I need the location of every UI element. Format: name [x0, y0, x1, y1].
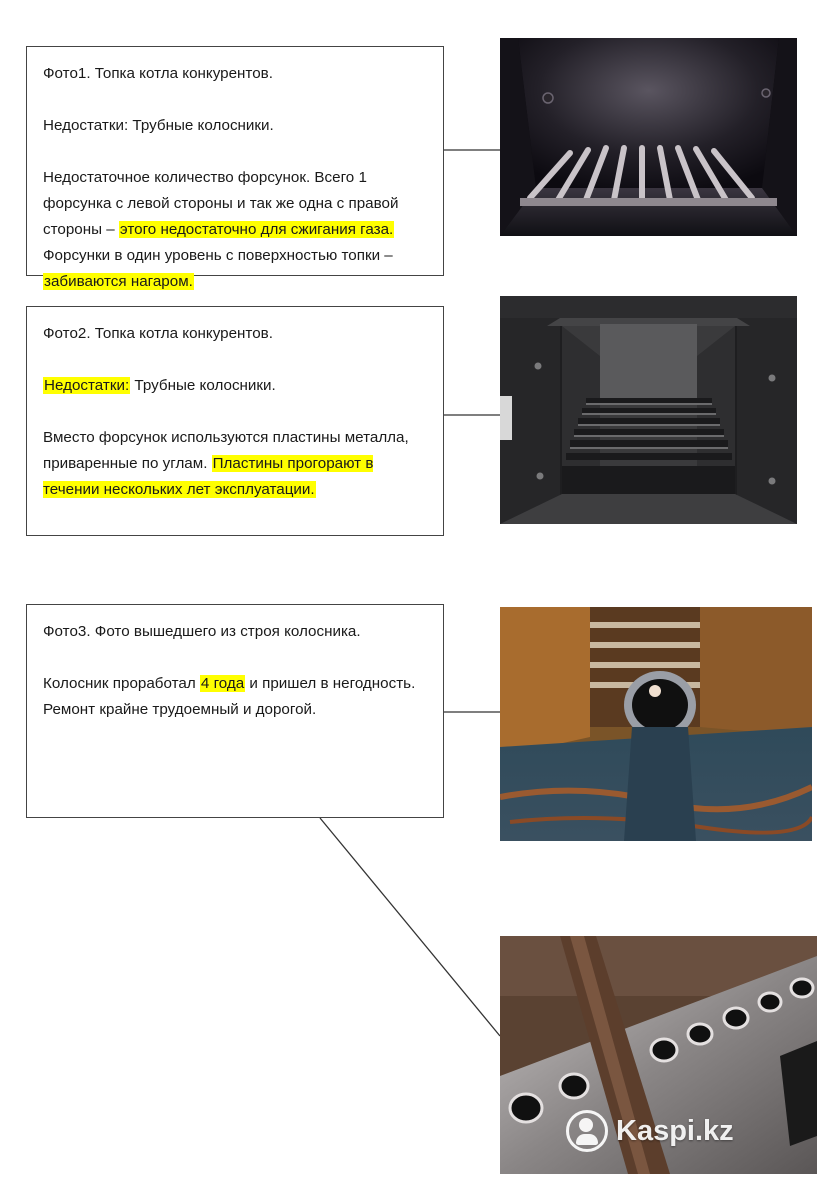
- caption-title-1: Фото1. Топка котла конкурентов.: [43, 65, 273, 82]
- broken-grate-photo: [500, 607, 812, 841]
- furnace-photo-1: [500, 38, 797, 236]
- caption-flaw-2: Недостатки: Трубные колосники.: [44, 377, 276, 394]
- caption-box-2: [26, 306, 444, 536]
- highlight-plates: Пластины прогорают в течении нескольких лет эксплуатации.: [43, 455, 374, 498]
- watermark-text: Kaspi.kz: [616, 1114, 734, 1147]
- caption-flaw-1: Недостатки: Трубные колосники.: [43, 117, 274, 134]
- highlight-years: 4 года: [200, 675, 245, 692]
- caption-details-1: Недостаточное количество форсунок. Всего 1 форсунка с левой стороны и так же одна с правой стороны – этого недостаточно для сжигания газа. Форсунки в один уровень с поверхностью топки – забиваются нагаром.: [43, 169, 399, 290]
- kaspi-watermark: [566, 1110, 734, 1152]
- highlight-gas: этого недостаточно для сжигания газа.: [119, 221, 394, 238]
- caption-details-3: Колосник проработал 4 года и пришел в негодность. Ремонт крайне трудоемный и дорогой.: [43, 675, 416, 718]
- caption-title-3: Фото3. Фото вышедшего из строя колосника.: [43, 623, 361, 640]
- furnace-photo-2: [500, 296, 797, 524]
- connector-photo4: [320, 818, 500, 1036]
- highlight-flaws-label: Недостатки:: [44, 377, 130, 394]
- highlight-soot: забиваются нагаром.: [44, 273, 193, 290]
- caption-details-2: Вместо форсунок используются пластины металла, приваренные по углам. Пластины прогорают в течении нескольких лет эксплуатации.: [43, 429, 409, 498]
- caption-title-2: Фото2. Топка котла конкурентов.: [43, 325, 273, 342]
- kaspi-logo-icon: [566, 1110, 608, 1152]
- caption-box-1: [26, 46, 444, 290]
- caption-box-3: [26, 604, 444, 818]
